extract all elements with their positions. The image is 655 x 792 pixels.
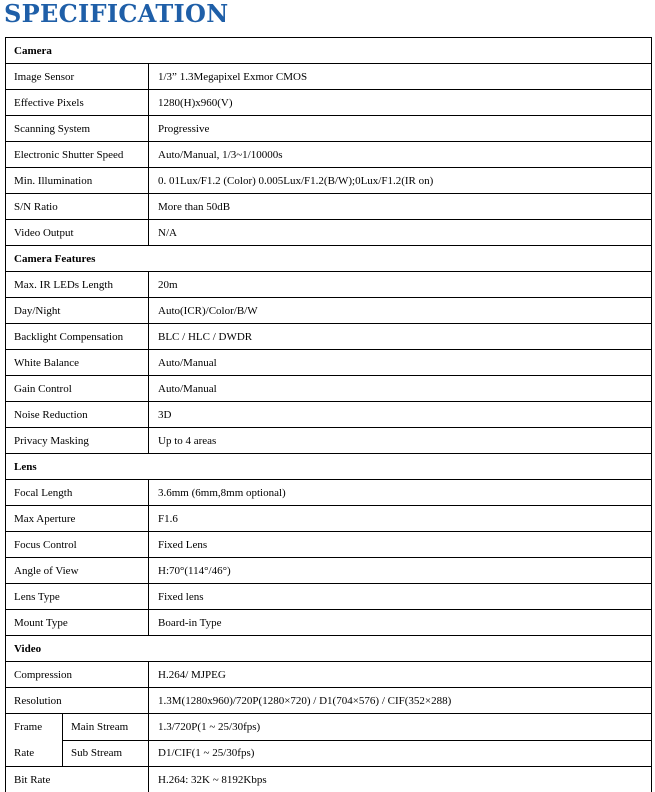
- spec-label: Max Aperture: [6, 506, 149, 532]
- table-row: [6, 688, 652, 714]
- spec-label: Scanning System: [6, 116, 149, 142]
- spec-label: White Balance: [6, 350, 149, 376]
- section-header-row: [6, 38, 652, 64]
- spec-label: Gain Control: [6, 376, 149, 402]
- page-title: SPECIFICATION: [4, 0, 229, 28]
- spec-value: Progressive: [149, 116, 652, 142]
- spec-label: Video Output: [6, 220, 149, 246]
- frame-rate-label-line2: Rate: [14, 740, 62, 766]
- sub-stream-value: D1/CIF(1 ~ 25/30fps): [149, 740, 652, 767]
- table-row: [6, 610, 652, 636]
- spec-label: Effective Pixels: [6, 90, 149, 116]
- spec-value: 20m: [149, 272, 652, 298]
- spec-label: Mount Type: [6, 610, 149, 636]
- spec-value: Auto/Manual, 1/3~1/10000s: [149, 142, 652, 168]
- main-stream-value: 1.3/720P(1 ~ 25/30fps): [149, 714, 652, 741]
- table-row: [6, 64, 652, 90]
- table-row: [6, 116, 652, 142]
- spec-label: Resolution: [6, 688, 149, 714]
- spec-value: Auto/Manual: [149, 350, 652, 376]
- main-stream-label: Main Stream: [63, 714, 149, 741]
- spec-label: Compression: [6, 662, 149, 688]
- section-title-camera-features: Camera Features: [6, 246, 652, 272]
- specification-table: [5, 37, 652, 792]
- table-row: [6, 376, 652, 402]
- table-row: [6, 584, 652, 610]
- spec-value: Fixed lens: [149, 584, 652, 610]
- spec-label: Focal Length: [6, 480, 149, 506]
- spec-value: H.264: 32K ~ 8192Kbps: [149, 767, 652, 792]
- table-row: [6, 532, 652, 558]
- table-row: [6, 740, 652, 767]
- table-row: [6, 298, 652, 324]
- spec-value: Up to 4 areas: [149, 428, 652, 454]
- section-header-row: [6, 246, 652, 272]
- spec-value: N/A: [149, 220, 652, 246]
- spec-label: S/N Ratio: [6, 194, 149, 220]
- spec-value: 3.6mm (6mm,8mm optional): [149, 480, 652, 506]
- section-header-row: [6, 454, 652, 480]
- table-row: [6, 480, 652, 506]
- section-title-camera: Camera: [6, 38, 652, 64]
- table-row: [6, 506, 652, 532]
- spec-value: H.264/ MJPEG: [149, 662, 652, 688]
- table-row: [6, 714, 652, 741]
- spec-value: More than 50dB: [149, 194, 652, 220]
- spec-label: Angle of View: [6, 558, 149, 584]
- spec-value: Auto/Manual: [149, 376, 652, 402]
- spec-label: Bit Rate: [6, 767, 149, 792]
- table-row: [6, 428, 652, 454]
- spec-value: BLC / HLC / DWDR: [149, 324, 652, 350]
- sub-stream-label: Sub Stream: [63, 740, 149, 767]
- table-row: [6, 662, 652, 688]
- spec-label: Day/Night: [6, 298, 149, 324]
- section-title-video: Video: [6, 636, 652, 662]
- section-header-row: [6, 636, 652, 662]
- spec-label: Backlight Compensation: [6, 324, 149, 350]
- spec-label: Electronic Shutter Speed: [6, 142, 149, 168]
- table-row: [6, 272, 652, 298]
- frame-rate-label-cell: [6, 714, 63, 767]
- spec-label: Min. Illumination: [6, 168, 149, 194]
- spec-value: 1.3M(1280x960)/720P(1280×720) / D1(704×576) / CIF(352×288): [149, 688, 652, 714]
- spec-label: Image Sensor: [6, 64, 149, 90]
- table-row: [6, 324, 652, 350]
- table-row: [6, 90, 652, 116]
- section-title-lens: Lens: [6, 454, 652, 480]
- table-row: [6, 194, 652, 220]
- table-row: [6, 350, 652, 376]
- frame-rate-label-line1: Frame: [14, 714, 62, 740]
- table-row: [6, 142, 652, 168]
- spec-value: 1280(H)x960(V): [149, 90, 652, 116]
- spec-label: Privacy Masking: [6, 428, 149, 454]
- spec-label: Lens Type: [6, 584, 149, 610]
- table-row: [6, 220, 652, 246]
- table-row: [6, 168, 652, 194]
- spec-value: 3D: [149, 402, 652, 428]
- spec-value: Auto(ICR)/Color/B/W: [149, 298, 652, 324]
- spec-value: Fixed Lens: [149, 532, 652, 558]
- spec-value: 1/3” 1.3Megapixel Exmor CMOS: [149, 64, 652, 90]
- table-row: [6, 767, 652, 792]
- table-row: [6, 402, 652, 428]
- spec-value: Board-in Type: [149, 610, 652, 636]
- spec-label: Max. IR LEDs Length: [6, 272, 149, 298]
- table-row: [6, 558, 652, 584]
- spec-value: F1.6: [149, 506, 652, 532]
- spec-label: Focus Control: [6, 532, 149, 558]
- spec-value: H:70°(114°/46°): [149, 558, 652, 584]
- spec-label: Noise Reduction: [6, 402, 149, 428]
- spec-value: 0. 01Lux/F1.2 (Color) 0.005Lux/F1.2(B/W);0Lux/F1.2(IR on): [149, 168, 652, 194]
